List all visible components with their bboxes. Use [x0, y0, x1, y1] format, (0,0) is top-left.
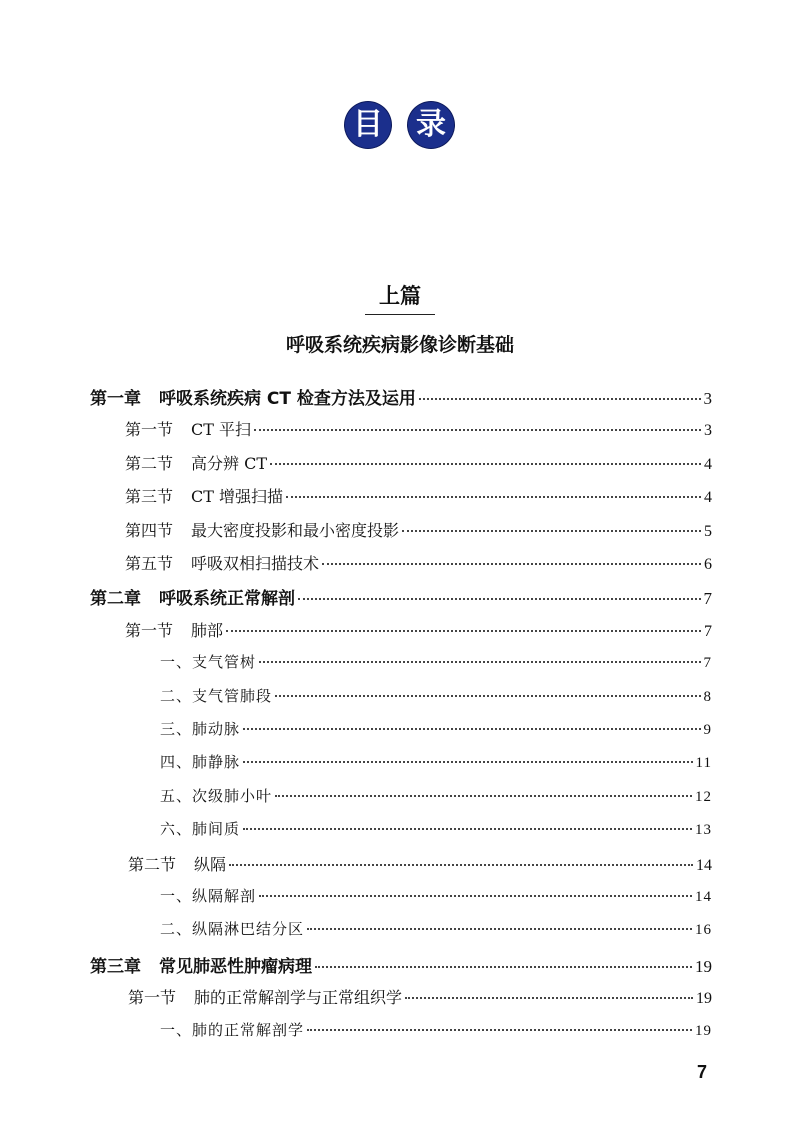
- entry-number: 第二节: [125, 453, 174, 473]
- entry-page: 11: [695, 755, 712, 772]
- entry-title: 肺部: [191, 620, 224, 640]
- toc-entry[interactable]: [160, 751, 712, 781]
- toc-entry[interactable]: [160, 1019, 712, 1049]
- entry-title: 呼吸双相扫描技术: [191, 554, 320, 573]
- entry-title: 肺的正常解剖学与正常组织学: [194, 988, 403, 1008]
- toc-entry[interactable]: [125, 618, 712, 648]
- entry-number: 第一节: [125, 420, 174, 440]
- toc-entry[interactable]: [90, 384, 712, 414]
- entry-page: 5: [704, 522, 712, 540]
- entry-page: 9: [703, 722, 712, 738]
- entry-page: 14: [695, 889, 712, 905]
- dot-leader: [259, 895, 692, 897]
- entry-title: CT 平扫: [191, 420, 252, 440]
- toc-entry[interactable]: [125, 451, 712, 481]
- title-badge-lu: 录: [408, 102, 454, 148]
- dot-leader: [419, 398, 701, 400]
- toc-entry[interactable]: [125, 551, 712, 581]
- entry-number: 第一节: [125, 620, 174, 640]
- entry-page: 12: [695, 788, 712, 805]
- entry-title: 四、肺静脉: [160, 753, 241, 772]
- entry-page: 19: [696, 990, 712, 1008]
- dot-leader: [243, 728, 700, 730]
- entry-number: 第一章: [90, 389, 141, 409]
- toc-entry[interactable]: [160, 718, 712, 748]
- entry-page: 13: [695, 822, 712, 839]
- entry-title: 纵隔: [194, 854, 227, 874]
- entry-title: 高分辨 CT: [191, 453, 268, 473]
- entry-title: 六、肺间质: [160, 820, 241, 839]
- toc-entry[interactable]: [160, 651, 712, 681]
- entry-page: 16: [695, 922, 712, 939]
- entry-number: 第三节: [125, 487, 174, 507]
- entry-page: 4: [704, 489, 712, 507]
- dot-leader: [405, 997, 693, 999]
- entry-number: 第一节: [128, 988, 177, 1008]
- toc-entry[interactable]: [128, 985, 712, 1015]
- part-subtitle: 呼吸系统疾病影像诊断基础: [285, 334, 514, 356]
- entry-title: 常见肺恶性肿瘤病理: [159, 956, 312, 977]
- entry-page: 4: [704, 455, 712, 473]
- entry-page: 7: [703, 655, 712, 672]
- toc-entry[interactable]: [160, 685, 712, 715]
- part-heading: 上篇: [379, 283, 421, 308]
- entry-page: 3: [704, 422, 712, 440]
- toc-entry[interactable]: [90, 584, 712, 614]
- entry-title: 一、支气管树: [160, 653, 257, 672]
- dot-leader: [243, 828, 692, 830]
- toc-entry[interactable]: [128, 852, 712, 882]
- toc-entry[interactable]: [160, 885, 712, 915]
- entry-title: 三、肺动脉: [160, 720, 241, 738]
- title-badge-mu: 目: [345, 102, 391, 148]
- dot-leader: [270, 463, 701, 465]
- entry-title: 呼吸系统正常解剖: [159, 589, 295, 610]
- toc-entry[interactable]: [160, 818, 712, 848]
- entry-page: 6: [704, 556, 712, 573]
- dot-leader: [322, 563, 701, 565]
- dot-leader: [259, 661, 700, 663]
- entry-title: 五、次级肺小叶: [160, 786, 273, 805]
- dot-leader: [254, 429, 701, 431]
- toc-entry[interactable]: [90, 952, 712, 982]
- dot-leader: [229, 864, 693, 866]
- part-divider: [365, 314, 435, 315]
- dot-leader: [298, 598, 701, 600]
- dot-leader: [307, 928, 692, 930]
- entry-title: 二、支气管肺段: [160, 686, 273, 705]
- dot-leader: [286, 496, 701, 498]
- entry-page: 8: [703, 688, 712, 705]
- entry-number: 第二节: [128, 854, 177, 874]
- dot-leader: [402, 530, 701, 532]
- page-number: 7: [697, 1062, 708, 1082]
- entry-page: 19: [695, 1022, 712, 1039]
- entry-title: 一、肺的正常解剖学: [160, 1020, 305, 1039]
- dot-leader: [307, 1029, 692, 1031]
- entry-title: 二、纵隔淋巴结分区: [160, 920, 305, 939]
- dot-leader: [275, 695, 700, 697]
- entry-title: CT 增强扫描: [191, 487, 284, 507]
- dot-leader: [226, 630, 701, 632]
- entry-title: 呼吸系统疾病 CT 检查方法及运用: [159, 389, 416, 409]
- entry-page: 3: [703, 389, 712, 408]
- entry-page: 19: [695, 956, 712, 976]
- entry-page: 14: [696, 856, 712, 874]
- toc-entry[interactable]: [160, 785, 712, 815]
- entry-number: 第三章: [90, 956, 141, 977]
- dot-leader: [315, 966, 692, 968]
- dot-leader: [243, 761, 693, 763]
- entry-number: 第五节: [125, 554, 174, 573]
- entry-page: 7: [704, 622, 712, 640]
- dot-leader: [275, 795, 692, 797]
- entry-number: 第二章: [90, 589, 141, 610]
- toc-entry[interactable]: [125, 484, 712, 514]
- toc-entry[interactable]: [125, 518, 712, 548]
- entry-page: 7: [703, 589, 712, 609]
- entry-number: 第四节: [125, 520, 174, 540]
- entry-title: 一、纵隔解剖: [160, 887, 257, 905]
- toc-entry[interactable]: [160, 918, 712, 948]
- entry-title: 最大密度投影和最小密度投影: [191, 520, 400, 540]
- toc-entry[interactable]: [125, 417, 712, 447]
